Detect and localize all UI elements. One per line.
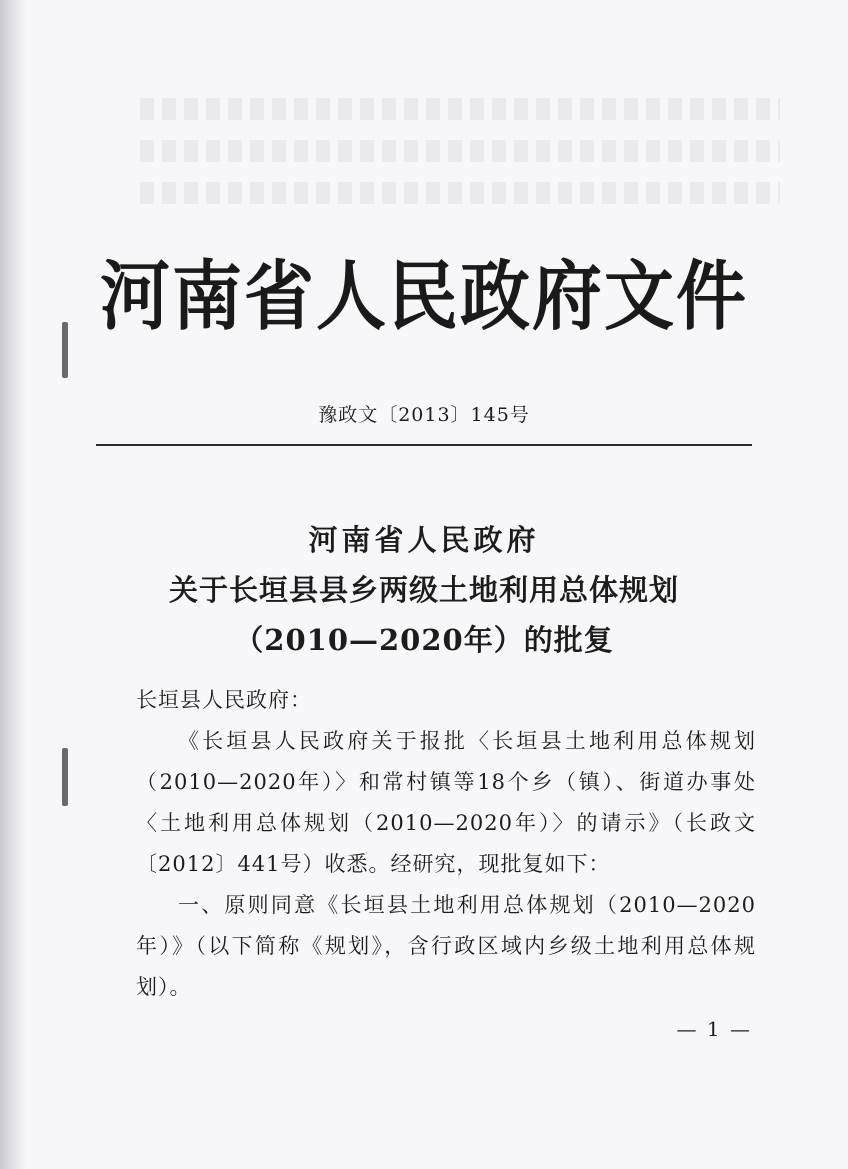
document-title-line-3: （2010—2020年）的批复	[234, 623, 614, 657]
page-number: — 1 —	[676, 1017, 752, 1041]
staple-mark-bottom	[62, 748, 68, 806]
addressee: 长垣县人民政府：	[136, 688, 312, 712]
bleed-through-line	[140, 98, 780, 120]
document-number: 豫政文〔2013〕145号	[318, 404, 530, 426]
body-paragraph-2: 一、原则同意《长垣县土地利用总体规划（2010—2020年）》（以下简称《规划》，含行政区域内乡级土地利用总体规划）。	[136, 893, 756, 999]
header-divider	[96, 444, 752, 446]
body-paragraph-1: 《长垣县人民政府关于报批〈长垣县土地利用总体规划（2010—2020年）〉和常村镇等18个乡（镇）、街道办事处〈土地利用总体规划（2010—2020年）〉的请示》（长政文〔2012〕441号）收悉。经研究，现批复如下：	[136, 729, 756, 876]
bleed-through-line	[140, 182, 780, 204]
bleed-through-line	[140, 140, 780, 162]
document-header-title: 河南省人民政府文件	[100, 252, 748, 341]
document-title-line-2: 关于长垣县县乡两级土地利用总体规划	[168, 573, 679, 607]
document-title-line-1: 河南省人民政府	[308, 523, 540, 557]
